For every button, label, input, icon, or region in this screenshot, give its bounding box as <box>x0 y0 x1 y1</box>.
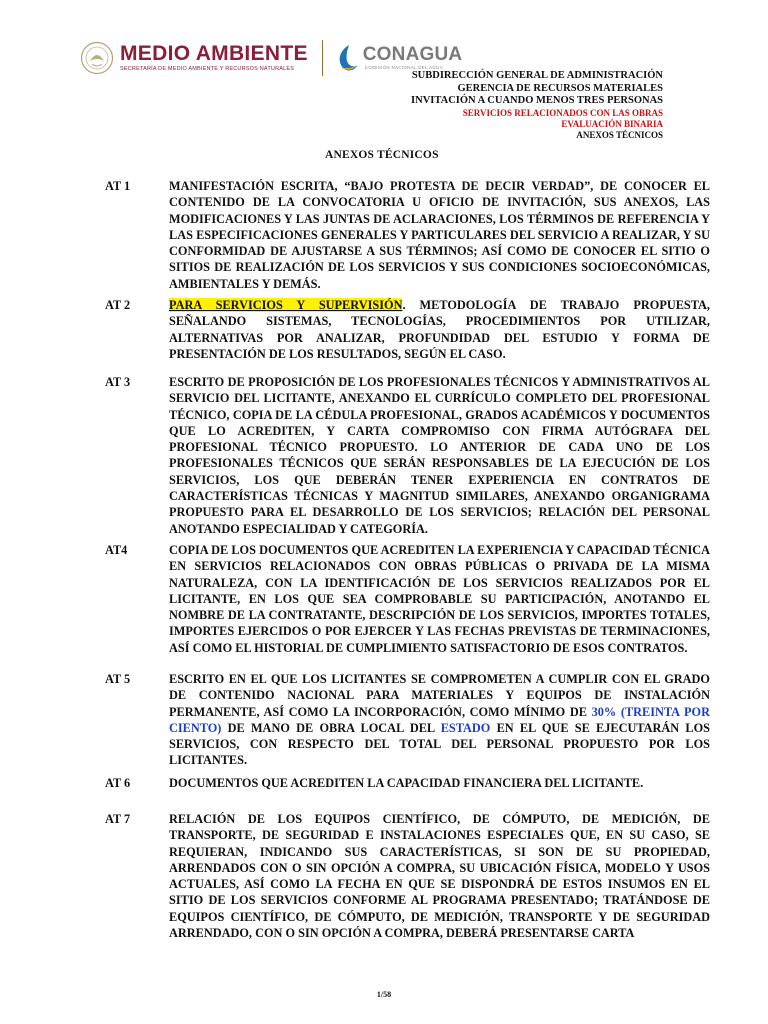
header-line: ANEXOS TÉCNICOS <box>576 129 663 140</box>
item-text-rest: . METODOLOGÍA DE TRABAJO PROPUESTA, SEÑALANDO SISTEMAS, TECNOLOGÍAS, PROCEDIMIENTOS POR UTILIZAR, ALTERNATIVAS POR ANALIZAR, PROFUNDIDAD DEL ESTUDIO Y FORMA DE PRESENTACIÓN DE LOS RESULTADOS, SEGÚN EL CASO. <box>169 298 710 361</box>
header-red-line: EVALUACIÓN BINARIA <box>561 118 663 129</box>
list-item <box>105 811 710 941</box>
item-text: MANIFESTACIÓN ESCRITA, “BAJO PROTESTA DE DECIR VERDAD”, DE CONOCER EL CONTENIDO DE LA CONVOCATORIA U OFICIO DE INVITACIÓN, SUS ANEXOS, LAS MODIFICACIONES Y LAS JUNTAS DE ACLARACIONES, LOS TÉRMINOS DE REFERENCIA Y LAS ESPECIFICACIONES GENERALES Y PARTICULARES DEL SERVICIO A REALIZAR, Y SU CONFORMIDAD DE AJUSTARSE A SUS TÉRMINOS; ASÍ COMO DE CONOCER EL SITIO O SITIOS DE REALIZACIÓN DE LOS SERVICIOS Y SUS CONDICIONES SOCIOECONÓMICAS, AMBIENTALES Y DEMÁS. <box>169 179 710 291</box>
header-line: GERENCIA DE RECURSOS MATERIALES <box>457 82 663 94</box>
item-text-part: EN EL QUE SE EJECUTARÁN LOS SERVICIOS, CON RESPECTO DEL TOTAL DEL PERSONAL PROPUESTO POR LOS LICITANTES. <box>169 720 711 768</box>
highlight-estado: ESTADO <box>440 720 491 735</box>
list-item <box>105 297 710 362</box>
item-code: AT 3 <box>105 375 131 389</box>
list-item <box>105 178 710 292</box>
right-logo-subtitle: COMISIÓN NACIONAL DEL AGUA <box>364 65 443 70</box>
page-number: 1/58 <box>376 990 392 999</box>
item-text-part: DE MANO DE OBRA LOCAL DEL <box>221 720 441 735</box>
item-text: ESCRITO DE PROPOSICIÓN DE LOS PROFESIONALES TÉCNICOS Y ADMINISTRATIVOS AL SERVICIO DEL LICITANTE, ANEXANDO EL CURRÍCULO COMPLETO DEL PROFESIONAL TÉCNICO, COPIA DE LA CÉDULA PROFESIONAL, GRADOS ACADÉMICOS Y DOCUMENTOS QUE LO ACREDITEN, Y CARTA COMPROMISO CON FIRMA AUTÓGRAFA DEL PROFESIONAL TÉCNICO PROPUESTO. LO ANTERIOR DE CADA UNO DE LOS PROFESIONALES TÉCNICOS QUE SERÁN RESPONSABLES DE LA EJECUCIÓN DE LOS SERVICIOS, LOS QUE DEBERÁN TENER EXPERIENCIA EN CONTRATOS DE CARACTERÍSTICAS TÉCNICAS Y MAGNITUD SIMILARES, ANEXANDO ORGANIGRAMA PROPUESTO PARA EL DESARROLLO DE LOS SERVICIOS; RELACIÓN DEL PERSONAL ANOTANDO ESPECIALIDAD Y CATEGORÍA. <box>169 375 710 536</box>
highlighted-text: PARA SERVICIOS Y SUPERVISIÓN <box>169 298 403 312</box>
conagua-logo <box>335 43 463 73</box>
medio-ambiente-logo <box>80 41 308 75</box>
item-text-part: ESCRITO EN EL QUE LOS LICITANTES SE COMPROMETEN A CUMPLIR CON EL GRADO DE CONTENIDO NACIONAL PARA MATERIALES Y EQUIPOS DE INSTALACIÓN PERMANENTE, ASÍ COMO LA INCORPORACIÓN, COMO MÍNIMO DE <box>169 672 710 719</box>
list-item <box>105 671 710 769</box>
highlight-percent: 30% (TREINTA POR CIENTO) <box>169 704 710 735</box>
conagua-drop-icon <box>335 43 359 73</box>
header-line: SUBDIRECCIÓN GENERAL DE ADMINISTRACIÓN <box>411 70 663 81</box>
list-item <box>105 542 710 656</box>
item-text <box>169 671 710 769</box>
item-code: AT 2 <box>105 298 131 312</box>
header-logos <box>80 36 462 80</box>
item-text: COPIA DE LOS DOCUMENTOS QUE ACREDITEN LA EXPERIENCIA Y CAPACIDAD TÉCNICA EN SERVICIOS RELACIONADOS CON OBRAS PÚBLICAS O PRIVADA DE LA MISMA NATURALEZA, CON LA IDENTIFICACIÓN DE LOS SERVICIOS REALIZADOS POR EL LICITANTE, EN LOS QUE SEA COMPROBABLE SU PARTICIPACIÓN, ANOTANDO EL NOMBRE DE LA CONTRATANTE, DESCRIPCIÓN DE LOS SERVICIOS, IMPORTES TOTALES, IMPORTES EJERCIDOS O POR EJERCER Y LAS FECHAS PREVISTAS DE TERMINACIONES, ASÍ COMO EL HISTORIAL DE CUMPLIMIENTO SATISFACTORIO DE ESOS CONTRATOS. <box>169 543 710 655</box>
item-code: AT 5 <box>105 672 131 686</box>
left-logo-subtitle: SECRETARÍA DE MEDIO AMBIENTE Y RECURSOS NATURALES <box>120 66 295 72</box>
item-text: DOCUMENTOS QUE ACREDITEN LA CAPACIDAD FINANCIERA DEL LICITANTE. <box>169 776 644 790</box>
header-red-line: SERVICIOS RELACIONADOS CON LAS OBRAS <box>462 107 663 118</box>
item-text <box>169 297 710 362</box>
logo-divider <box>322 40 323 76</box>
document-header <box>411 70 663 141</box>
item-text: RELACIÓN DE LOS EQUIPOS CIENTÍFICO, DE CÓMPUTO, DE MEDICIÓN, DE TRANSPORTE, DE SEGURIDAD E INSTALACIONES ESPECIALES QUE, EN SU CASO, SE REQUIERAN, INDICANDO SUS CARACTERÍSTICAS, SI SON DE SU PROPIEDAD, ARRENDADOS CON O SIN OPCIÓN A COMPRA, SU UBICACIÓN FÍSICA, MODELO Y USOS ACTUALES, ASÍ COMO LA FECHA EN QUE SE DISPONDRÁ DE ESTOS INSUMOS EN EL SITIO DE LOS SERVICIOS CONFORME AL PROGRAMA PRESENTADO; TRATÁNDOSE DE EQUIPOS CIENTÍFICO, DE CÓMPUTO, DE MEDICIÓN, TRANSPORTE Y DE SEGURIDAD ARRENDADO, CON O SIN OPCIÓN A COMPRA, DEBERÁ PRESENTARSE CARTA <box>169 812 710 941</box>
list-item <box>105 775 710 791</box>
left-logo-title: MEDIO AMBIENTE <box>120 42 308 65</box>
list-item <box>105 374 710 537</box>
item-code: AT 7 <box>105 812 131 826</box>
right-logo-title: CONAGUA <box>362 44 463 65</box>
section-title: ANEXOS TÉCNICOS <box>325 149 439 161</box>
item-code: AT 1 <box>105 179 131 193</box>
header-line: INVITACIÓN A CUANDO MENOS TRES PERSONAS <box>411 95 663 106</box>
item-code: AT4 <box>105 543 128 557</box>
item-code: AT 6 <box>105 776 131 790</box>
mexico-seal-icon <box>80 41 114 75</box>
